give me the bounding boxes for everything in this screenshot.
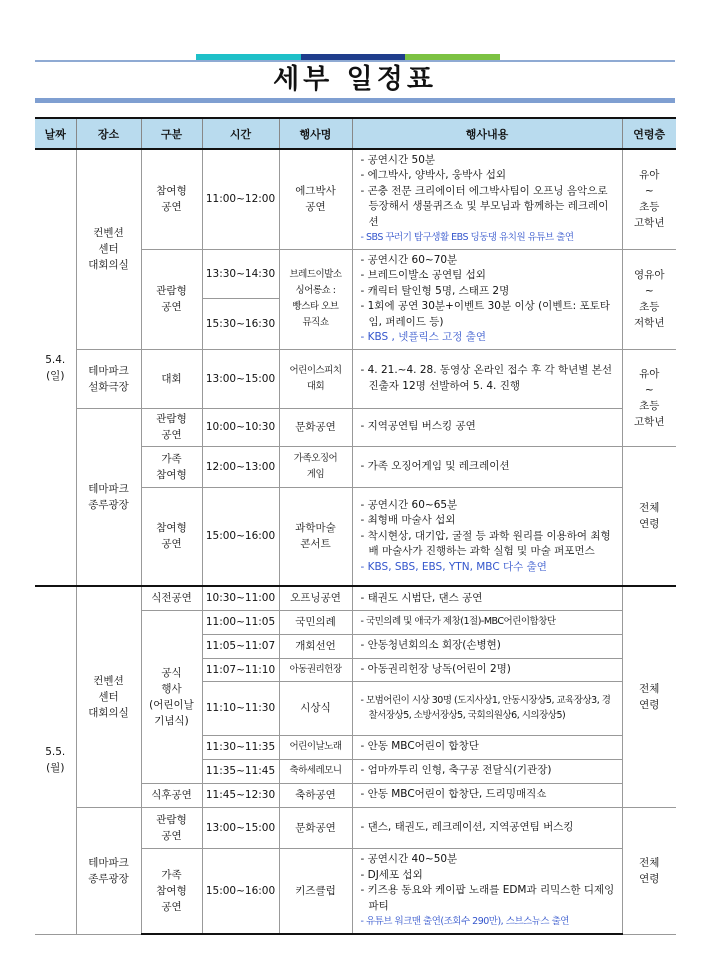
event-content-cell: - 국민의례 및 애국가 제창(1절)-MBC어린이합창단 — [352, 610, 622, 634]
header-venue: 장소 — [76, 118, 141, 149]
age-cell: 전체 연령 — [622, 807, 676, 934]
event-name-cell: 과학마술 콘서트 — [279, 487, 352, 586]
category-cell: 참여형 공연 — [141, 487, 202, 586]
time-cell: 11:45~12:30 — [202, 783, 279, 807]
table-row — [35, 807, 676, 848]
event-name-cell: 브레드이발소 싱어롱쇼 : 빵스타 오브 뮤직쇼 — [279, 249, 352, 349]
category-cell: 가족 참여형 — [141, 446, 202, 487]
time-cell: 11:00~12:00 — [202, 149, 279, 249]
header-date: 날짜 — [35, 118, 76, 149]
event-content-cell: - 모범어린이 시상 30명 (도지사상1, 안동시장상5, 교육장상3, 경찰서장상5, 소방서장상5, 국회의원상6, 시의장상5) — [352, 681, 622, 735]
event-name-cell: 축하세레모니 — [279, 759, 352, 783]
event-name-cell: 문화공연 — [279, 408, 352, 446]
venue-cell: 테마파크 종루광장 — [76, 807, 141, 934]
table-row — [35, 149, 676, 249]
header-event-name: 행사명 — [279, 118, 352, 149]
title-bottom-bar — [35, 98, 675, 103]
header-category: 구분 — [141, 118, 202, 149]
venue-cell: 컨벤션 센터 대회의실 — [76, 586, 141, 807]
event-content-cell: - 지역공연팀 버스킹 공연 — [352, 408, 622, 446]
time-cell: 10:30~11:00 — [202, 586, 279, 610]
age-cell: 유아 ~ 초등 고학년 — [622, 149, 676, 249]
event-name-cell: 문화공연 — [279, 807, 352, 848]
age-cell: 유아 ~ 초등 고학년 — [622, 349, 676, 446]
category-cell: 관람형 공연 — [141, 807, 202, 848]
accent-bar-green — [405, 54, 500, 60]
schedule-table — [35, 117, 676, 935]
event-name-cell: 키즈클럽 — [279, 848, 352, 934]
time-cell: 11:35~11:45 — [202, 759, 279, 783]
event-name-cell: 개회선언 — [279, 634, 352, 658]
category-cell: 공식 행사 (어린이날 기념식) — [141, 610, 202, 783]
time-cell: 15:00~16:00 — [202, 848, 279, 934]
table-row — [35, 349, 676, 408]
event-content-cell: - 공연시간 40~50분 - DJ세포 섭외 - 키즈용 동요와 케이팝 노래를 EDM과 리믹스한 디제잉 파티 - 유튜브 워크맨 출연(조회수 290만), 스브스뉴스 출연 — [352, 848, 622, 934]
category-cell: 식전공연 — [141, 586, 202, 610]
venue-cell: 테마파크 설화극장 — [76, 349, 141, 408]
time-cell: 11:05~11:07 — [202, 634, 279, 658]
table-row — [35, 408, 676, 446]
event-name-cell: 축하공연 — [279, 783, 352, 807]
category-cell: 관람형 공연 — [141, 249, 202, 349]
event-name-cell: 가족오징어 게임 — [279, 446, 352, 487]
event-content-cell: - 공연시간 60~70분 - 브레드이발소 공연팀 섭외 - 캐릭터 탈인형 5명, 스태프 2명 - 1회에 공연 30분+이벤트 30분 이상 (이벤트: 포토타임, 퍼레이드 등) - KBS , 넷플릭스 고정 출연 — [352, 249, 622, 349]
event-content-cell: - 엄마까투리 인형, 축구공 전달식(기관장) — [352, 759, 622, 783]
event-name-cell: 어린이날노래 — [279, 735, 352, 759]
event-name-cell: 어린이스피치 대회 — [279, 349, 352, 408]
accent-bar-navy — [301, 54, 405, 60]
age-cell: 전체 연령 — [622, 446, 676, 586]
time-cell: 11:30~11:35 — [202, 735, 279, 759]
time-cell: 15:00~16:00 — [202, 487, 279, 586]
header-age-group: 연령층 — [622, 118, 676, 149]
event-name-cell: 시상식 — [279, 681, 352, 735]
time-cell: 15:30~16:30 — [202, 298, 279, 349]
date-cell: 5.5. (월) — [35, 586, 76, 934]
time-cell: 13:00~15:00 — [202, 807, 279, 848]
time-cell: 11:00~11:05 — [202, 610, 279, 634]
category-cell: 식후공연 — [141, 783, 202, 807]
event-content-cell: - 안동 MBC어린이 합창단 — [352, 735, 622, 759]
event-content-cell: - 안동청년회의소 회장(손병현) — [352, 634, 622, 658]
age-cell: 전체 연령 — [622, 586, 676, 807]
page-title: 세부 일정표 — [273, 64, 437, 95]
time-cell: 11:07~11:10 — [202, 658, 279, 681]
time-cell: 13:30~14:30 — [202, 249, 279, 298]
accent-bar-teal — [196, 54, 301, 60]
venue-cell: 컨벤션 센터 대회의실 — [76, 149, 141, 349]
event-content-cell: - 4. 21.~4. 28. 동영상 온라인 접수 후 각 학년별 본선 진출자 12명 선발하여 5. 4. 진행 — [352, 349, 622, 408]
event-content-cell: - 가족 오징어게임 및 레크레이션 — [352, 446, 622, 487]
time-cell: 13:00~15:00 — [202, 349, 279, 408]
category-cell: 관람형 공연 — [141, 408, 202, 446]
venue-cell: 테마파크 종루광장 — [76, 408, 141, 586]
category-cell: 가족 참여형 공연 — [141, 848, 202, 934]
event-content-cell: - 아동권리헌장 낭독(어린이 2명) — [352, 658, 622, 681]
header-event-content: 행사내용 — [352, 118, 622, 149]
event-content-cell: - 공연시간 60~65분 - 최형배 마술사 섭외 - 착시현상, 대기압, 굴절 등 과학 원리를 이용하여 최형배 마술사가 진행하는 과학 실험 및 마술 퍼포먼스 - KBS, SBS, EBS, YTN, MBC 다수 출연 — [352, 487, 622, 586]
category-cell: 대회 — [141, 349, 202, 408]
time-cell: 10:00~10:30 — [202, 408, 279, 446]
event-name-cell: 아동권리헌장 — [279, 658, 352, 681]
table-row — [35, 586, 676, 610]
time-cell: 12:00~13:00 — [202, 446, 279, 487]
event-content-cell: - 태권도 시범단, 댄스 공연 — [352, 586, 622, 610]
table-header — [35, 118, 676, 149]
event-content-cell: - 안동 MBC어린이 합창단, 드리밍매직쇼 — [352, 783, 622, 807]
time-cell: 11:10~11:30 — [202, 681, 279, 735]
event-content-cell: - 댄스, 태권도, 레크레이션, 지역공연팀 버스킹 — [352, 807, 622, 848]
event-name-cell: 에그박사 공연 — [279, 149, 352, 249]
category-cell: 참여형 공연 — [141, 149, 202, 249]
event-content-cell: - 공연시간 50분 - 에그박사, 양박사, 웅박사 섭외 - 곤충 전문 크리에이터 에그박사팀이 오프닝 음악으로 등장해서 생물퀴즈쇼 및 부모님과 함께하는 레크레이션 - SBS 꾸러기 탐구생활 EBS 딩동댕 유치원 유튜브 출연 — [352, 149, 622, 249]
age-cell: 영유아 ~ 초등 저학년 — [622, 249, 676, 349]
event-name-cell: 국민의례 — [279, 610, 352, 634]
date-cell: 5.4. (일) — [35, 149, 76, 586]
header-time: 시간 — [202, 118, 279, 149]
event-name-cell: 오프닝공연 — [279, 586, 352, 610]
